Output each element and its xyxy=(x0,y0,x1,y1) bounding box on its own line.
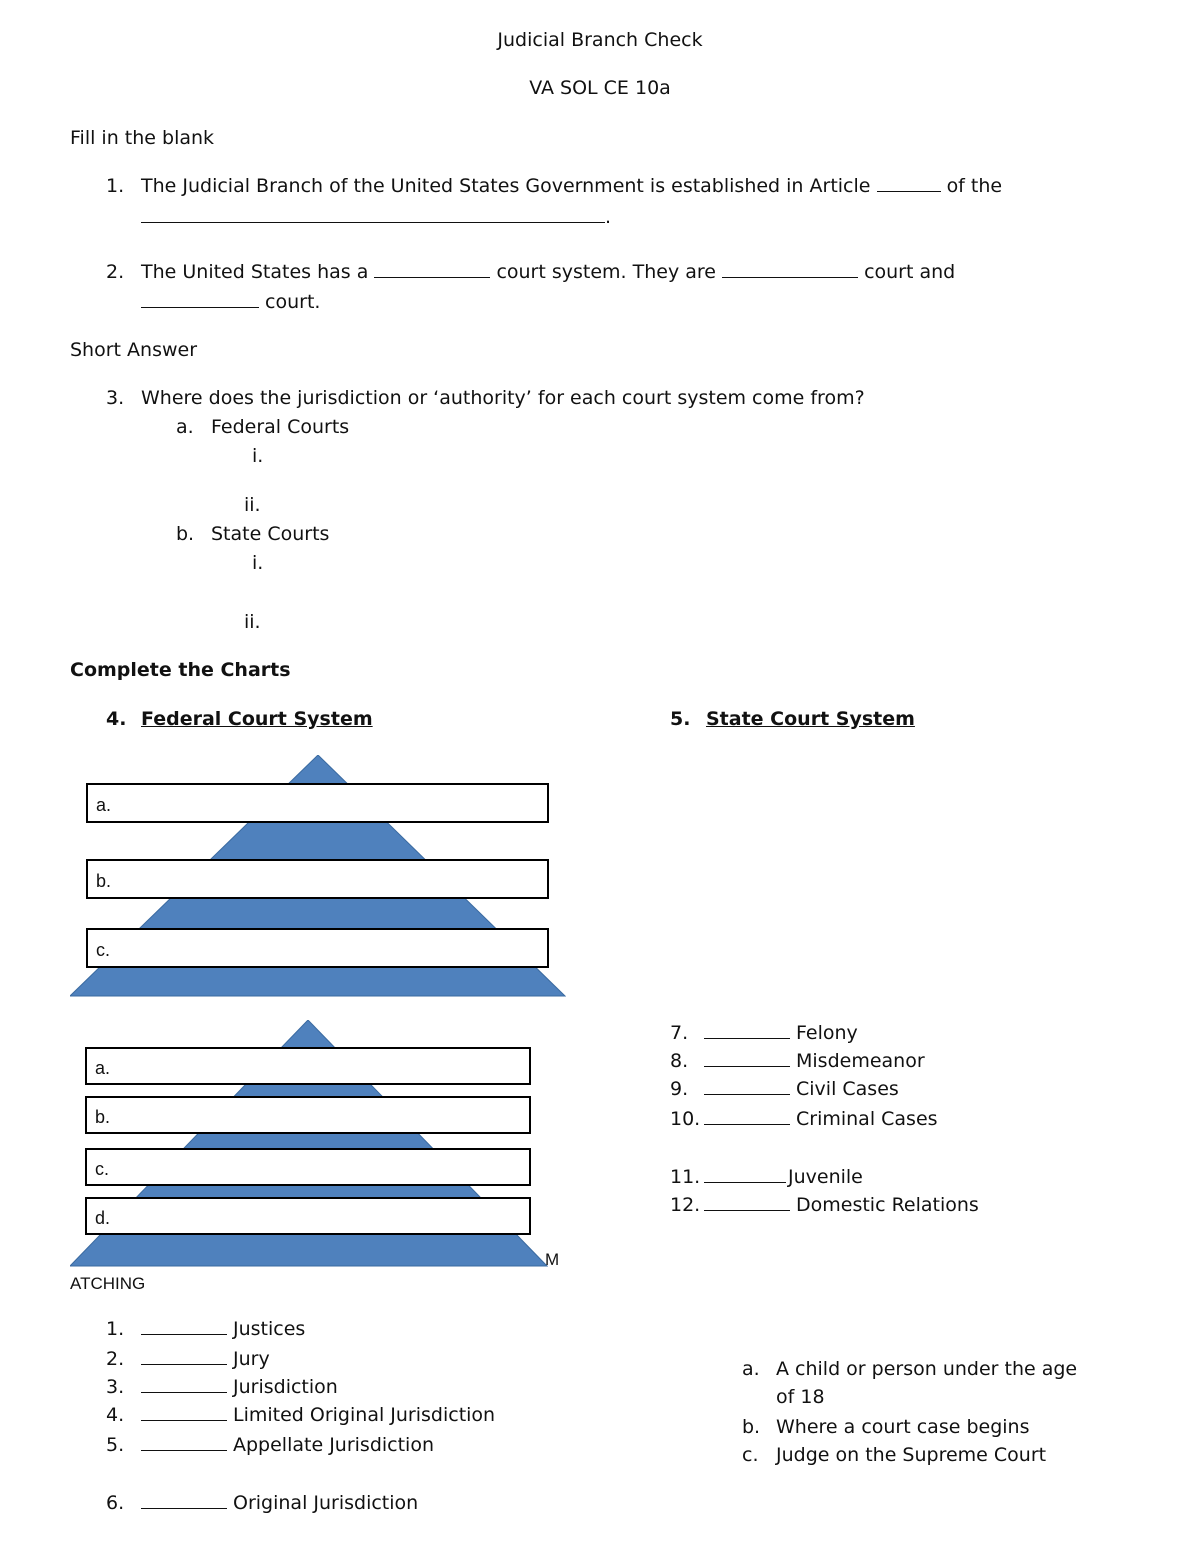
q3b-label: b. xyxy=(176,523,195,545)
list-item-12: 12. Domestic Relations xyxy=(670,1194,979,1216)
federal-box-c[interactable] xyxy=(86,928,549,968)
list-item-11: 11. Juvenile xyxy=(670,1166,863,1188)
list-item-7: 7. Felony xyxy=(670,1022,858,1044)
q1-text-a: The Judicial Branch of the United States Government is established in Article xyxy=(141,175,871,197)
q3b-i: i. xyxy=(252,552,264,574)
q2-text-d: court. xyxy=(265,291,321,313)
state-box-a-label: a. xyxy=(95,1058,111,1078)
list-blank-10[interactable] xyxy=(704,1123,790,1125)
federal-chart-number: 4. xyxy=(106,708,127,730)
q1-line2 xyxy=(141,208,611,227)
matching-item-5: 5. Appellate Jurisdiction xyxy=(106,1434,435,1456)
q2-text-a: The United States has a xyxy=(141,261,369,283)
state-chart-title: State Court System xyxy=(706,708,915,730)
matching-blank-1[interactable] xyxy=(141,1333,227,1335)
state-box-c[interactable] xyxy=(85,1148,531,1186)
answer-a-label: a. xyxy=(742,1358,760,1380)
q1-text-b: of the xyxy=(946,175,1003,197)
matching-blank-2[interactable] xyxy=(141,1363,227,1365)
matching-item-6: 6. Original Jurisdiction xyxy=(106,1492,419,1514)
answer-b-label: b. xyxy=(742,1416,761,1438)
list-blank-8[interactable] xyxy=(704,1065,790,1067)
state-box-d[interactable] xyxy=(85,1197,531,1235)
q3a-text: Federal Courts xyxy=(211,416,350,438)
q1-article-blank[interactable] xyxy=(877,190,941,192)
fill-blank-heading: Fill in the blank xyxy=(70,127,215,149)
short-answer-heading: Short Answer xyxy=(70,339,198,361)
page-subtitle: VA SOL CE 10a xyxy=(529,77,671,99)
state-box-c-label: c. xyxy=(95,1159,110,1179)
q1-line1 xyxy=(141,177,1002,196)
q2-line1 xyxy=(141,263,955,282)
q3a-label: a. xyxy=(176,416,194,438)
q3a-i: i. xyxy=(252,445,264,467)
q1-end: . xyxy=(605,206,612,228)
matching-item-3: 3. Jurisdiction xyxy=(106,1376,338,1398)
answer-b-text: Where a court case begins xyxy=(776,1416,1030,1438)
federal-box-b-label: b. xyxy=(96,871,112,891)
answer-c-label: c. xyxy=(742,1444,759,1466)
matching-blank-6[interactable] xyxy=(141,1507,227,1509)
matching-blank-4[interactable] xyxy=(141,1419,227,1421)
q2-blank-2[interactable] xyxy=(722,276,858,278)
q1-number: 1. xyxy=(106,175,125,197)
matching-item-4: 4. Limited Original Jurisdiction xyxy=(106,1404,496,1426)
list-item-10: 10. Criminal Cases xyxy=(670,1108,938,1130)
list-blank-12[interactable] xyxy=(704,1209,790,1211)
federal-box-b[interactable] xyxy=(86,859,549,899)
state-box-a[interactable] xyxy=(85,1047,531,1085)
q2-line2 xyxy=(141,293,320,312)
matching-blank-3[interactable] xyxy=(141,1391,227,1393)
state-box-b-label: b. xyxy=(95,1107,111,1127)
q2-text-b: court system. They are xyxy=(496,261,716,283)
list-blank-9[interactable] xyxy=(704,1093,790,1095)
list-item-8: 8. Misdemeanor xyxy=(670,1050,925,1072)
state-box-b[interactable] xyxy=(85,1096,531,1134)
list-blank-11[interactable] xyxy=(704,1181,786,1183)
answer-c-text: Judge on the Supreme Court xyxy=(776,1444,1047,1466)
q2-blank-3[interactable] xyxy=(141,306,259,308)
federal-box-a-label: a. xyxy=(96,795,112,815)
federal-chart-title: Federal Court System xyxy=(141,708,373,730)
q1-document-blank[interactable] xyxy=(141,221,605,223)
list-blank-7[interactable] xyxy=(704,1037,790,1039)
q3a-ii: ii. xyxy=(244,494,261,516)
q3b-ii: ii. xyxy=(244,611,261,633)
state-chart-number: 5. xyxy=(670,708,691,730)
page-title: Judicial Branch Check xyxy=(497,29,703,51)
federal-box-a[interactable] xyxy=(86,783,549,823)
q2-text-c: court and xyxy=(864,261,956,283)
matching-heading-m: M xyxy=(545,1250,560,1269)
state-box-d-label: d. xyxy=(95,1208,111,1228)
charts-heading: Complete the Charts xyxy=(70,659,291,681)
answer-a-text: A child or person under the age xyxy=(776,1358,1078,1380)
answer-a-text-cont: of 18 xyxy=(776,1386,825,1408)
list-item-9: 9. Civil Cases xyxy=(670,1078,899,1100)
matching-blank-5[interactable] xyxy=(141,1449,227,1451)
q2-number: 2. xyxy=(106,261,125,283)
federal-box-c-label: c. xyxy=(96,940,111,960)
q3-number: 3. xyxy=(106,387,125,409)
q3-text: Where does the jurisdiction or ‘authority’ for each court system come from? xyxy=(141,387,865,409)
q2-blank-1[interactable] xyxy=(374,276,490,278)
matching-item-2: 2. Jury xyxy=(106,1348,270,1370)
matching-item-1: 1. Justices xyxy=(106,1318,306,1340)
q3b-text: State Courts xyxy=(211,523,330,545)
matching-heading: ATCHING xyxy=(70,1274,146,1293)
